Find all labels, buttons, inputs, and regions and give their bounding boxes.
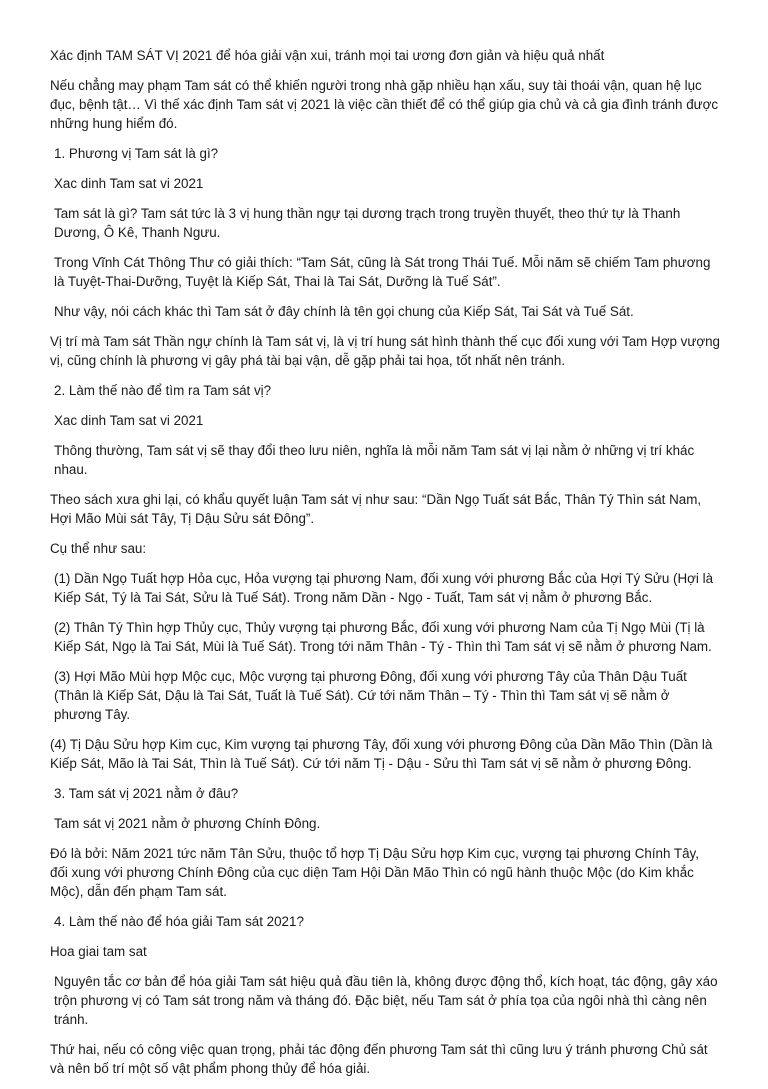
intro-paragraph: Nếu chẳng may phạm Tam sát có thể khiến người trong nhà gặp nhiều hạn xấu, suy tài thoái vận, quan hệ lục đục, bệnh tật… Vì thế xác định Tam sát vị 2021 là việc cần thiết để có thể giúp gia chủ và cả gia đình tránh được những hung hiểm đó.: [50, 78, 719, 131]
section-heading-4: 4. Làm thế nào để hóa giải Tam sát 2021?: [54, 914, 304, 929]
paragraph: Cụ thể như sau:: [50, 541, 147, 556]
document-body: [50, 46, 720, 1089]
list-item: (1) Dần Ngọ Tuất hợp Hỏa cục, Hỏa vượng tại phương Nam, đối xung với phương Bắc của Hợi Tý Sửu (Hợi là Kiếp Sát, Tý là Tai Sát, Sửu là Tuế Sát). Trong năm Dần - Ngọ - Tuất, Tam sát vị nằm ở phương Bắc.: [54, 571, 714, 605]
paragraph: Thông thường, Tam sát vị sẽ thay đổi theo lưu niên, nghĩa là mỗi năm Tam sát vị lại nằm ở những vị trí khác nhau.: [54, 443, 695, 477]
paragraph: Vị trí mà Tam sát Thần ngự chính là Tam sát vị, là vị trí hung sát hình thành thế cục đối xung với Tam Hợp vượng vị, cũng chính là phương vị gây phá tài bại vận, dễ gặp phải tai họa, tốt nhất nên tránh.: [50, 334, 720, 368]
image-caption-3: Hoa giai tam sat: [50, 944, 147, 959]
paragraph: Theo sách xưa ghi lại, có khẩu quyết luận Tam sát vị như sau: “Dần Ngọ Tuất sát Bắc, Thân Tý Thìn sát Nam, Hợi Mão Mùi sát Tây, Tị Dậu Sửu sát Đông”.: [50, 492, 702, 526]
paragraph: Trong Vĩnh Cát Thông Thư có giải thích: “Tam Sát, cũng là Sát trong Thái Tuế. Mỗi năm sẽ chiếm Tam phương là Tuyệt-Thai-Dưỡng, Tuyệt là Kiếp Sát, Thai là Tai Sát, Dưỡng là Tuế Sát”.: [54, 255, 711, 289]
list-item: (4) Tị Dậu Sửu hợp Kim cục, Kim vượng tại phương Tây, đối xung với phương Đông của Dần Mão Thìn (Dần là Kiếp Sát, Mão là Tai Sát, Thìn là Tuế Sát). Cứ tới năm Tị - Dậu - Sửu thì Tam sát vị sẽ nằm ở phương Đông.: [50, 737, 713, 771]
paragraph: Tam sát là gì? Tam sát tức là 3 vị hung thần ngự tại dương trạch trong truyền thuyết, theo thứ tự là Thanh Dương, Ô Kê, Thanh Ngưu.: [54, 206, 681, 240]
paragraph: Nguyên tắc cơ bản để hóa giải Tam sát hiệu quả đầu tiên là, không được động thổ, kích hoạt, tác động, gây xáo trộn phương vị có Tam sát trong năm và tháng đó. Đặc biệt, nếu Tam sát ở phía tọa của ngôi nhà thì càng nên tránh.: [54, 974, 718, 1027]
paragraph: Đó là bởi: Năm 2021 tức năm Tân Sửu, thuộc tổ hợp Tị Dậu Sửu hợp Kim cục, vượng tại phương Chính Tây, đối xung với phương Chính Đông của cục diện Tam Hội Dần Mão Thìn có ngũ hành thuộc Mộc (do Kim khắc Mộc), dẫn đến phạm Tam sát.: [50, 846, 699, 899]
section-heading-1: 1. Phương vị Tam sát là gì?: [54, 146, 219, 161]
list-item: (2) Thân Tý Thìn hợp Thủy cục, Thủy vượng tại phương Bắc, đối xung với phương Nam của Tị Ngọ Mùi (Tị là Kiếp Sát, Ngọ là Tai Sát, Mùi là Tuế Sát). Trong tới năm Thân - Tý - Thìn thì Tam sát vị sẽ nằm ở phương Nam.: [54, 620, 712, 654]
section-heading-2: 2. Làm thế nào để tìm ra Tam sát vị?: [54, 383, 272, 398]
section-heading-3: 3. Tam sát vị 2021 nằm ở đâu?: [54, 786, 239, 801]
image-caption-1: Xac dinh Tam sat vi 2021: [54, 176, 204, 191]
list-item: (3) Hợi Mão Mùi hợp Mộc cục, Mộc vượng tại phương Đông, đối xung với phương Tây của Thân Dậu Tuất (Thân là Kiếp Sát, Dậu là Tai Sát, Tuất là Tuế Sát). Cứ tới năm Thân – Tý - Thìn thì Tam sát vị sẽ nằm ở phương Tây.: [54, 669, 687, 722]
paragraph: Tam sát vị 2021 nằm ở phương Chính Đông.: [54, 816, 321, 831]
image-caption-2: Xac dinh Tam sat vi 2021: [54, 413, 204, 428]
paragraph: Thứ hai, nếu có công việc quan trọng, phải tác động đến phương Tam sát thì cũng lưu ý tránh phương Chủ sát và nên bố trí một số vật phẩm phong thủy để hóa giải.: [50, 1042, 708, 1076]
paragraph: Như vậy, nói cách khác thì Tam sát ở đây chính là tên gọi chung của Kiếp Sát, Tai Sát và Tuế Sát.: [54, 304, 634, 319]
document-title: Xác định TAM SÁT VỊ 2021 để hóa giải vận xui, tránh mọi tai ương đơn giản và hiệu quả nhất: [50, 48, 605, 63]
